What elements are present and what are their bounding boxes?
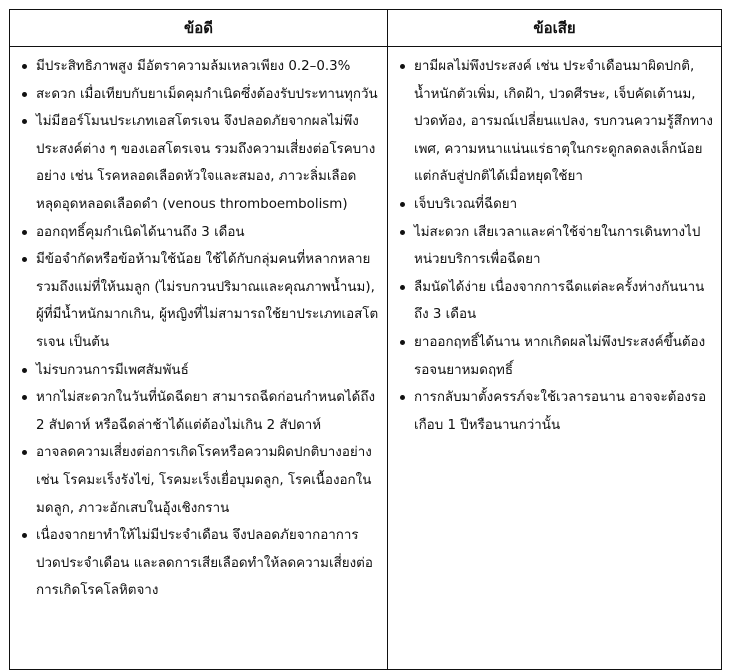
disadvantage-item: การกลับมาตั้งครรภ์จะใช้เวลารอนาน อาจจะต้องรอเกือบ 1 ปีหรือนานกว่านั้น	[396, 384, 715, 439]
disadvantage-item: ยามีผลไม่พึงประสงค์ เช่น ประจำเดือนมาผิดปกติ, น้ำหนักตัวเพิ่ม, เกิดฝ้า, ปวดศีรษะ, เจ็บคัดเต้านม, ปวดท้อง, อารมณ์เปลี่ยนแปลง, รบกวนความรู้สึกทางเพศ, ความหนาแน่นแร่ธาตุในกระดูกลดลงเล็กน้อยแต่กลับสู่ปกติได้เมื่อหยุดใช้ยา	[396, 53, 715, 191]
advantages-column	[10, 47, 388, 669]
advantage-item: มีประสิทธิภาพสูง มีอัตราความล้มเหลวเพียง 0.2–0.3%	[18, 53, 381, 81]
advantage-item: ไม่มีฮอร์โมนประเภทเอสโตรเจน จึงปลอดภัยจากผลไม่พึงประสงค์ต่าง ๆ ของเอสโตรเจน รวมถึงความเสี่ยงต่อโรคบางอย่าง เช่น โรคหลอดเลือดหัวใจและสมอง, ภาวะลิ่มเลือดหลุดอุดหลอดเลือดดำ (venous thromboembolism)	[18, 108, 381, 218]
advantage-item: หากไม่สะดวกในวันที่นัดฉีดยา สามารถฉีดก่อนกำหนดได้ถึง 2 สัปดาห์ หรือฉีดล่าช้าได้แต่ต้องไม่เกิน 2 สัปดาห์	[18, 384, 381, 439]
advantage-item: สะดวก เมื่อเทียบกับยาเม็ดคุมกำเนิดซึ่งต้องรับประทานทุกวัน	[18, 81, 381, 109]
disadvantage-item: ไม่สะดวก เสียเวลาและค่าใช้จ่ายในการเดินทางไปหน่วยบริการเพื่อฉีดยา	[396, 219, 715, 274]
advantages-list	[18, 53, 381, 605]
disadvantages-column	[388, 47, 721, 669]
advantage-item: ไม่รบกวนการมีเพศสัมพันธ์	[18, 357, 381, 385]
disadvantage-item: ลืมนัดได้ง่าย เนื่องจากการฉีดแต่ละครั้งห่างกันนานถึง 3 เดือน	[396, 274, 715, 329]
disadvantages-list	[396, 53, 715, 439]
pros-cons-table	[9, 9, 722, 670]
disadvantage-item: ยาออกฤทธิ์ได้นาน หากเกิดผลไม่พึงประสงค์ขึ้นต้องรอจนยาหมดฤทธิ์	[396, 329, 715, 384]
advantage-item: อาจลดความเสี่ยงต่อการเกิดโรคหรือความผิดปกติบางอย่าง เช่น โรคมะเร็งรังไข่, โรคมะเร็งเยื่อบุมดลูก, โรคเนื้องอกในมดลูก, ภาวะอักเสบในอุ้งเชิงกราน	[18, 439, 381, 522]
advantages-header: ข้อดี	[10, 10, 388, 47]
disadvantages-header: ข้อเสีย	[388, 10, 721, 47]
disadvantage-item: เจ็บบริเวณที่ฉีดยา	[396, 191, 715, 219]
advantage-item: ออกฤทธิ์คุมกำเนิดได้นานถึง 3 เดือน	[18, 219, 381, 247]
advantage-item: เนื่องจากยาทำให้ไม่มีประจำเดือน จึงปลอดภัยจากอาการปวดประจำเดือน และลดการเสียเลือดทำให้ลดความเสี่ยงต่อการเกิดโรคโลหิตจาง	[18, 522, 381, 605]
advantage-item: มีข้อจำกัดหรือข้อห้ามใช้น้อย ใช้ได้กับกลุ่มคนที่หลากหลาย รวมถึงแม่ที่ให้นมลูก (ไม่รบกวนปริมาณและคุณภาพน้ำนม), ผู้ที่มีน้ำหนักมากเกิน, ผู้หญิงที่ไม่สามารถใช้ยาประเภทเอสโตรเจน เป็นต้น	[18, 246, 381, 356]
